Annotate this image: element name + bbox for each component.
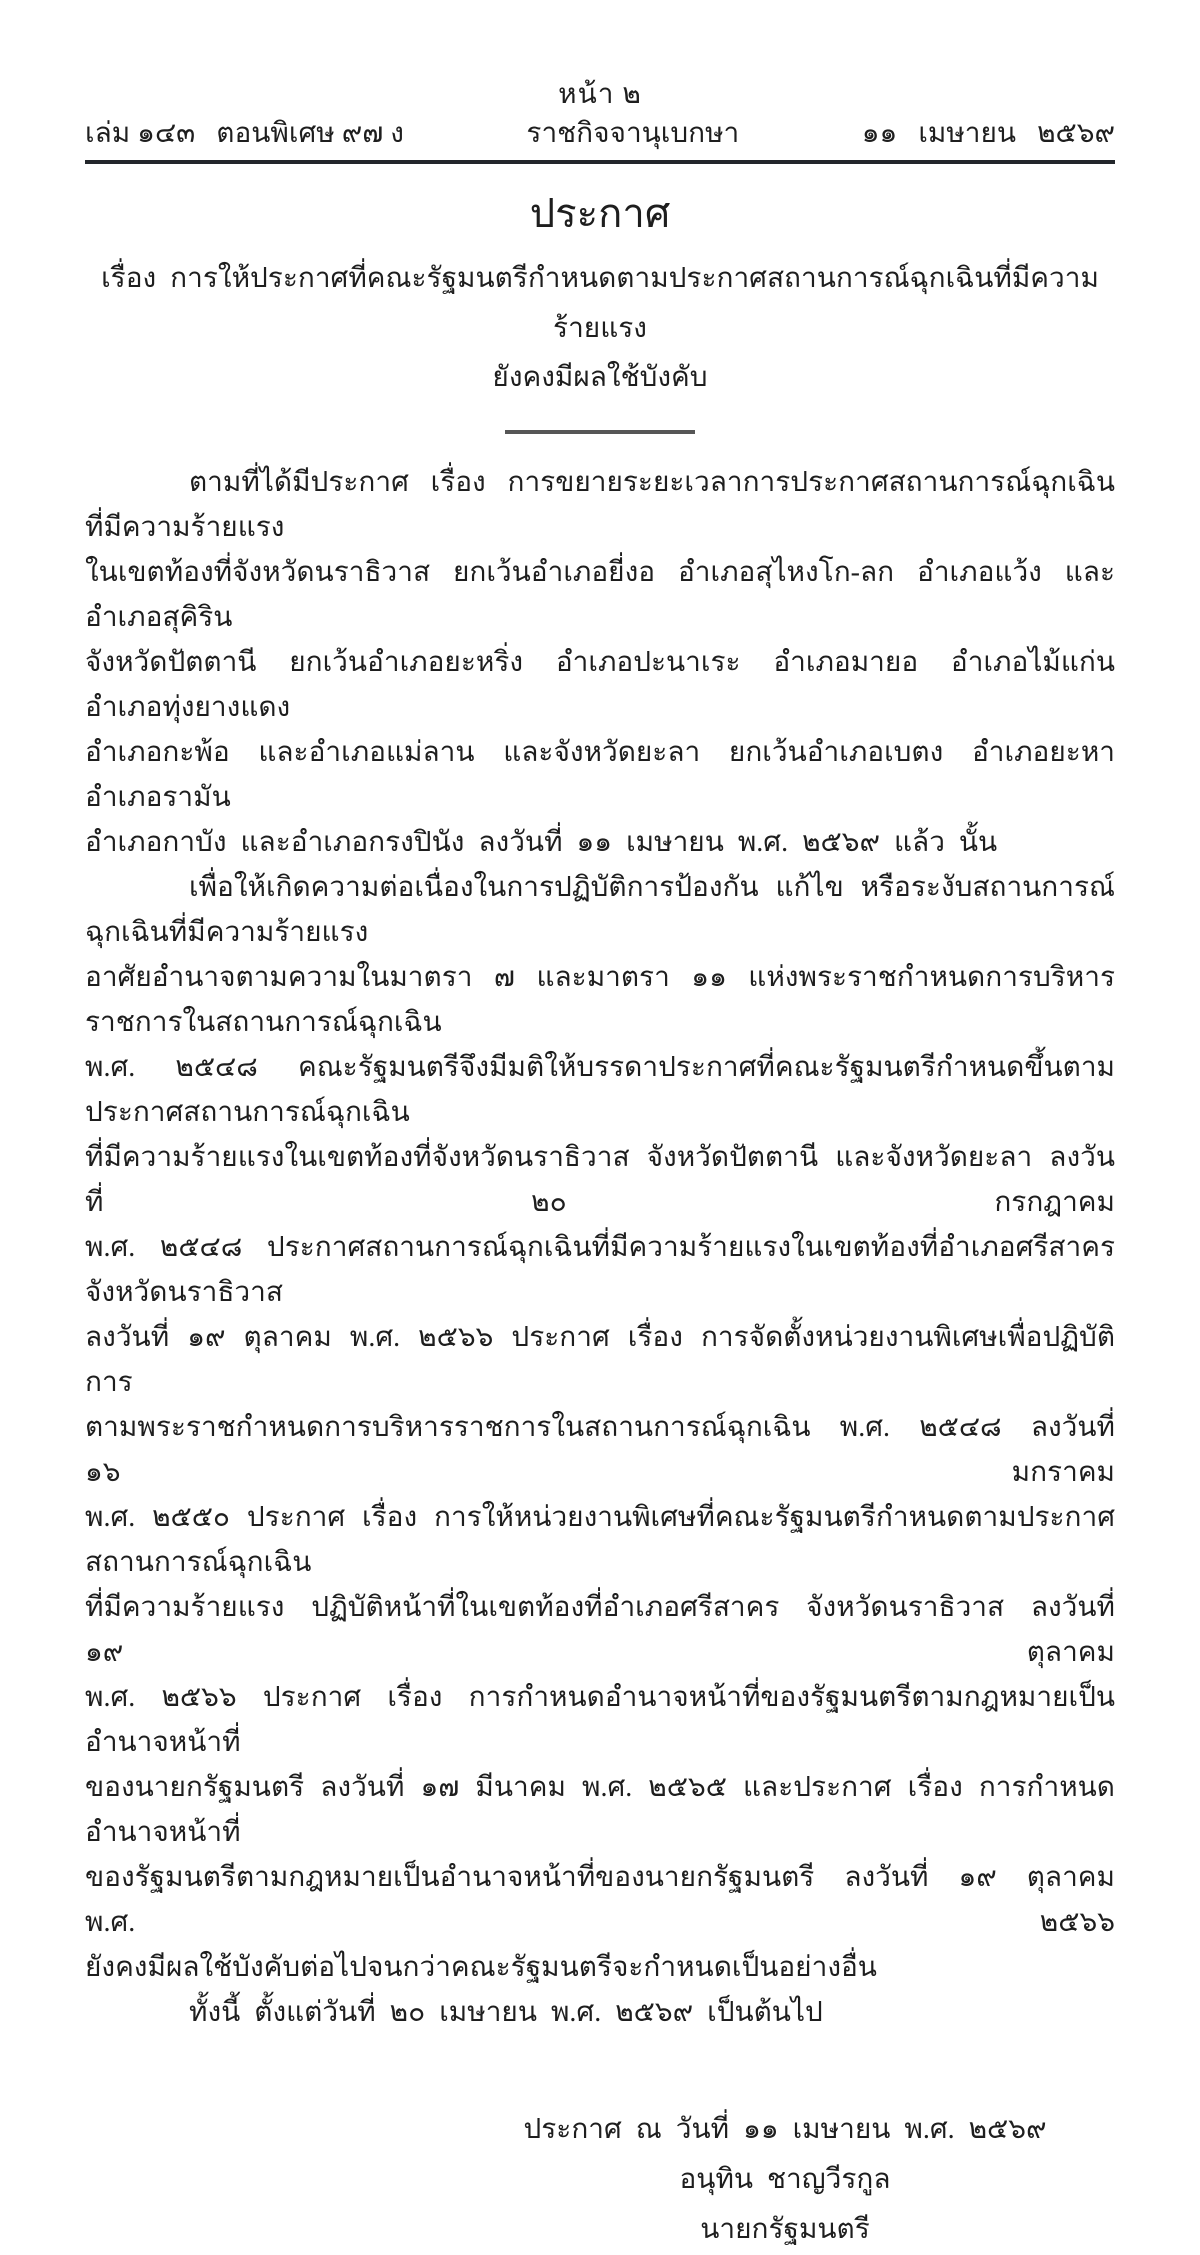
- body-line: อาศัยอำนาจตามความในมาตรา ๗ และมาตรา ๑๑ แห่งพระราชกำหนดการบริหารราชการในสถานการณ์ฉุกเฉิน: [85, 962, 1115, 1038]
- paragraph-1: [85, 460, 1129, 865]
- body-line: ของรัฐมนตรีตามกฎหมายเป็นอำนาจหน้าที่ของนายกรัฐมนตรี ลงวันที่ ๑๙ ตุลาคม พ.ศ. ๒๕๖๖: [85, 1862, 1129, 1938]
- body-line: พ.ศ. ๒๕๔๘ ประกาศสถานการณ์ฉุกเฉินที่มีความร้ายแรงในเขตท้องที่อำเภอศรีสาคร จังหวัดนราธิวาส: [85, 1232, 1129, 1308]
- body-line: พ.ศ. ๒๕๖๖ ประกาศ เรื่อง การกำหนดอำนาจหน้าที่ของรัฐมนตรีตามกฎหมายเป็นอำนาจหน้าที่: [85, 1682, 1115, 1758]
- paragraph-2: [85, 865, 1129, 1990]
- body-line: ในเขตท้องที่จังหวัดนราธิวาส ยกเว้นอำเภอยี่งอ อำเภอสุไหงโก-ลก อำเภอแว้ง และอำเภอสุคิริน: [85, 557, 1115, 633]
- body-line: จังหวัดปัตตานี ยกเว้นอำเภอยะหริ่ง อำเภอปะนาเระ อำเภอมายอ อำเภอไม้แก่น อำเภอทุ่งยางแดง: [85, 647, 1129, 723]
- body-line: เพื่อให้เกิดความต่อเนื่องในการปฏิบัติการป้องกัน แก้ไข หรือระงับสถานการณ์ฉุกเฉินที่มีความร้ายแรง: [85, 872, 1115, 948]
- gazette-header-row: [85, 114, 1115, 164]
- document-subject-line: เรื่อง การให้ประกาศที่คณะรัฐมนตรีกำหนดตามประกาศสถานการณ์ฉุกเฉินที่มีความร้ายแรง: [101, 263, 1099, 344]
- gazette-name: ราชกิจจานุเบกษา: [526, 118, 740, 149]
- body-line: ที่มีความร้ายแรง ปฏิบัติหน้าที่ในเขตท้องที่อำเภอศรีสาคร จังหวัดนราธิวาส ลงวันที่ ๑๙ ตุลาคม: [85, 1592, 1129, 1668]
- signer-name: อนุทิน ชาญวีรกูล: [679, 2164, 891, 2195]
- body-line: ของนายกรัฐมนตรี ลงวันที่ ๑๗ มีนาคม พ.ศ. ๒๕๖๕ และประกาศ เรื่อง การกำหนดอำนาจหน้าที่: [85, 1772, 1115, 1848]
- page-number-label: หน้า ๒: [558, 79, 642, 110]
- body-line: อำเภอกาบัง และอำเภอกรงปินัง ลงวันที่ ๑๑ เมษายน พ.ศ. ๒๕๖๙ แล้ว นั้น: [85, 827, 998, 858]
- document-body: [85, 460, 1129, 2035]
- body-line: ตามที่ได้มีประกาศ เรื่อง การขยายระยะเวลาการประกาศสถานการณ์ฉุกเฉินที่มีความร้ายแรง: [85, 467, 1115, 543]
- body-line: ที่มีความร้ายแรงในเขตท้องที่จังหวัดนราธิวาส จังหวัดปัตตานี และจังหวัดยะลา ลงวันที่ ๒๐ กรกฎาคม: [85, 1142, 1115, 1218]
- body-line: พ.ศ. ๒๕๔๘ คณะรัฐมนตรีจึงมีมติให้บรรดาประกาศที่คณะรัฐมนตรีกำหนดขึ้นตามประกาศสถานการณ์ฉุกเฉิน: [85, 1052, 1115, 1128]
- document-subject-continuation: ยังคงมีผลใช้บังคับ: [492, 362, 708, 393]
- signature-block: [485, 2105, 1085, 2255]
- title-divider-rule: [505, 430, 695, 434]
- body-line: ลงวันที่ ๑๙ ตุลาคม พ.ศ. ๒๕๖๖ ประกาศ เรื่อง การจัดตั้งหน่วยงานพิเศษเพื่อปฏิบัติการ: [85, 1322, 1115, 1398]
- body-line: ตามพระราชกำหนดการบริหารราชการในสถานการณ์ฉุกเฉิน พ.ศ. ๒๕๔๘ ลงวันที่ ๑๖ มกราคม: [85, 1412, 1129, 1488]
- body-line: อำเภอกะพ้อ และอำเภอแม่ลาน และจังหวัดยะลา ยกเว้นอำเภอเบตง อำเภอยะหา อำเภอรามัน: [85, 737, 1129, 813]
- document-heading: ประกาศ: [529, 191, 671, 236]
- signer-position: นายกรัฐมนตรี: [700, 2214, 870, 2245]
- body-line: พ.ศ. ๒๕๕๐ ประกาศ เรื่อง การให้หน่วยงานพิเศษที่คณะรัฐมนตรีกำหนดตามประกาศสถานการณ์ฉุกเฉิน: [85, 1502, 1115, 1578]
- body-line: ยังคงมีผลใช้บังคับต่อไปจนกว่าคณะรัฐมนตรีจะกำหนดเป็นอย่างอื่น: [85, 1952, 877, 1983]
- announcement-date-line: ประกาศ ณ วันที่ ๑๑ เมษายน พ.ศ. ๒๕๖๙: [523, 2114, 1047, 2145]
- effective-date-line: ทั้งนี้ ตั้งแต่วันที่ ๒๐ เมษายน พ.ศ. ๒๕๖๙ เป็นต้นไป: [189, 1997, 823, 2028]
- gazette-date: ๑๑ เมษายน ๒๕๖๙: [861, 118, 1115, 149]
- volume-issue-label: เล่ม ๑๔๓ ตอนพิเศษ ๙๗ ง: [85, 118, 404, 149]
